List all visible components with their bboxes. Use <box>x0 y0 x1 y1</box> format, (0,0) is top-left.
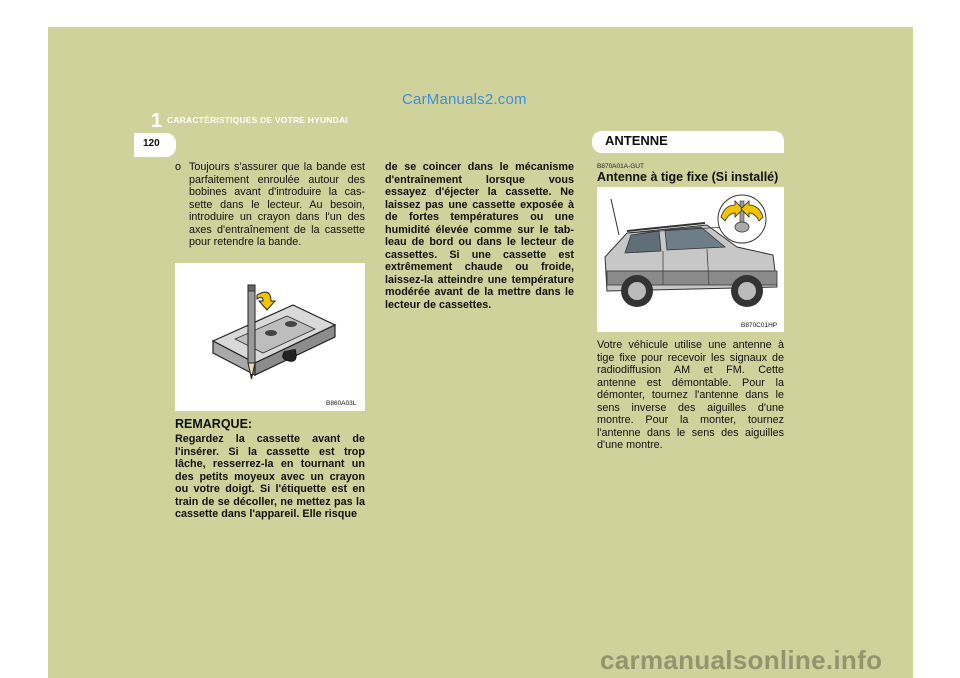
page-number: 120 <box>143 138 160 149</box>
suv-antenna-illustration <box>597 187 784 332</box>
section-title: ANTENNE <box>605 133 668 148</box>
cassette-figure-code: B860A03L <box>326 400 357 407</box>
antenna-car-figure <box>597 187 784 332</box>
antenna-body-text: Votre véhicule utilise une antenne à tige fixe pour recevoir les signaux de radiodiffusion AM et FM. Cette antenne est démontable. Pour la démonter, tournez l'antenne dans le sens inverse des aiguilles d'une montre. Pour la monter, tournez l'antenne dans le sens des aiguilles d'une montre. <box>597 339 784 451</box>
cassette-warning-text: de se coincer dans le mécanisme d'entraînement lorsque vous essayez d'éjecter la cassette. Ne laissez pas une cassette exposée à de fortes températures ou une humidité élevée comme sur le tab-leau de bord ou dans le lecteur de cassettes. Si une cassette est extrêmement chaude ou froide, laissez-la atteindre une température modérée avant de la mettre dans le lecteur de cassettes. <box>385 161 574 311</box>
watermark-top-link[interactable]: CarManuals2.com <box>402 91 527 108</box>
watermark-bottom-link[interactable]: carmanualsonline.info <box>600 645 883 675</box>
cassette-pencil-figure <box>175 263 365 411</box>
antenna-subheading: Antenne à tige fixe (Si installé) <box>597 170 779 184</box>
cassette-tip-text: Toujours s'assurer que la bande est parfaitement enroulée autour des bobines avant d'introduire la cas-sette dans le lecteur. Au besoin, introduire un crayon dans l'un des axes d'entraînement de la cassette pour retendre la bande. <box>189 161 365 248</box>
antenna-ref-code: B870A01A-GUT <box>597 163 644 170</box>
chapter-number: 1 <box>151 110 163 132</box>
bullet-marker: o <box>175 161 182 173</box>
cassette-pencil-illustration <box>175 263 365 411</box>
remark-heading: REMARQUE: <box>175 417 253 431</box>
remark-text: Regardez la cassette avant de l'insérer. Si la cassette est trop lâche, resserrez-la en tournant un des petits moyeux avec un crayon ou votre doigt. Si l'étiquette est en train de se décoller, ne mettez pas la cassette dans l'appareil. Elle risque <box>175 433 365 520</box>
antenna-figure-code: B870C01HP <box>741 322 778 329</box>
chapter-title: CARACTÉRISTIQUES DE VOTRE HYUNDAI <box>167 115 348 125</box>
